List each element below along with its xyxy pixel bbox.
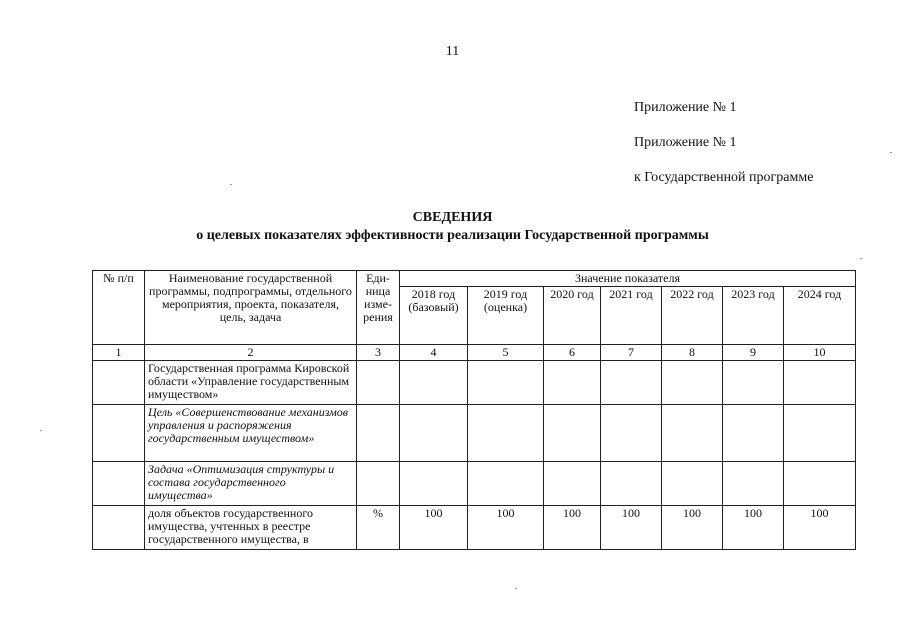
row-value-2024	[784, 361, 856, 405]
page-number: 11	[445, 44, 460, 59]
row-name: доля объектов государственного имущества, учтенных в реестре государственного имущества, в	[145, 506, 357, 550]
appendix-line-3: к Государственной программе	[634, 170, 814, 185]
header-year-2022: 2022 год	[662, 287, 723, 345]
column-number: 2	[145, 345, 357, 361]
header-number: № п/п	[93, 271, 145, 345]
scan-speck	[40, 430, 42, 431]
row-value-2023: 100	[723, 506, 784, 550]
column-number: 7	[601, 345, 662, 361]
column-number: 5	[468, 345, 544, 361]
row-name: Задача «Оптимизация структуры и состава государственного имущества»	[145, 462, 357, 506]
row-number	[93, 462, 145, 506]
row-value-2019	[468, 361, 544, 405]
header-year-2021: 2021 год	[601, 287, 662, 345]
row-value-2020: 100	[544, 506, 601, 550]
column-number: 10	[784, 345, 856, 361]
header-indicator-value: Значение показателя	[400, 271, 856, 287]
row-unit: %	[357, 506, 400, 550]
scan-speck	[230, 184, 232, 185]
row-value-2018	[400, 405, 468, 462]
scan-speck	[515, 588, 517, 589]
column-number: 6	[544, 345, 601, 361]
row-value-2020	[544, 361, 601, 405]
row-value-2018	[400, 462, 468, 506]
row-number	[93, 405, 145, 462]
row-value-2021	[601, 462, 662, 506]
row-value-2021: 100	[601, 506, 662, 550]
table-row-program	[93, 361, 856, 405]
row-name: Цель «Совершенствование механизмов управления и распоряжения государственным имуществом»	[145, 405, 357, 462]
row-unit	[357, 361, 400, 405]
row-value-2020	[544, 405, 601, 462]
table-row-goal	[93, 405, 856, 462]
row-number	[93, 506, 145, 550]
document-subtitle: о целевых показателях эффективности реализации Государственной программы	[196, 228, 709, 243]
row-value-2018	[400, 361, 468, 405]
row-value-2023	[723, 361, 784, 405]
scan-speck	[860, 258, 862, 259]
document-title: СВЕДЕНИЯ	[412, 210, 493, 225]
header-year-2024: 2024 год	[784, 287, 856, 345]
indicators-table	[92, 270, 856, 550]
appendix-line-1: Приложение № 1	[634, 100, 737, 115]
header-year-2020: 2020 год	[544, 287, 601, 345]
column-number: 4	[400, 345, 468, 361]
row-unit	[357, 405, 400, 462]
row-value-2024: 100	[784, 506, 856, 550]
row-unit	[357, 462, 400, 506]
row-value-2021	[601, 361, 662, 405]
scan-speck	[890, 152, 892, 153]
header-name: Наименование государственной программы, подпрограммы, отдельного мероприятия, проекта, показателя, цель, задача	[145, 271, 357, 345]
row-value-2019: 100	[468, 506, 544, 550]
row-value-2022: 100	[662, 506, 723, 550]
column-number: 8	[662, 345, 723, 361]
column-number: 3	[357, 345, 400, 361]
row-value-2022	[662, 462, 723, 506]
row-value-2024	[784, 405, 856, 462]
table-row-indicator	[93, 506, 856, 550]
row-value-2019	[468, 405, 544, 462]
column-number: 9	[723, 345, 784, 361]
row-value-2024	[784, 462, 856, 506]
header-year-2018: 2018 год (базовый)	[400, 287, 468, 345]
row-value-2022	[662, 405, 723, 462]
column-number: 1	[93, 345, 145, 361]
table-row-task	[93, 462, 856, 506]
row-value-2022	[662, 361, 723, 405]
appendix-line-2: Приложение № 1	[634, 135, 737, 150]
row-value-2023	[723, 462, 784, 506]
row-value-2018: 100	[400, 506, 468, 550]
row-value-2023	[723, 405, 784, 462]
row-value-2021	[601, 405, 662, 462]
row-number	[93, 361, 145, 405]
column-numbers-row	[93, 345, 856, 361]
row-value-2019	[468, 462, 544, 506]
header-year-2019: 2019 год (оценка)	[468, 287, 544, 345]
row-name: Государственная программа Кировской области «Управление государственным имуществом»	[145, 361, 357, 405]
row-value-2020	[544, 462, 601, 506]
header-year-2023: 2023 год	[723, 287, 784, 345]
header-unit: Еди-ница изме-рения	[357, 271, 400, 345]
